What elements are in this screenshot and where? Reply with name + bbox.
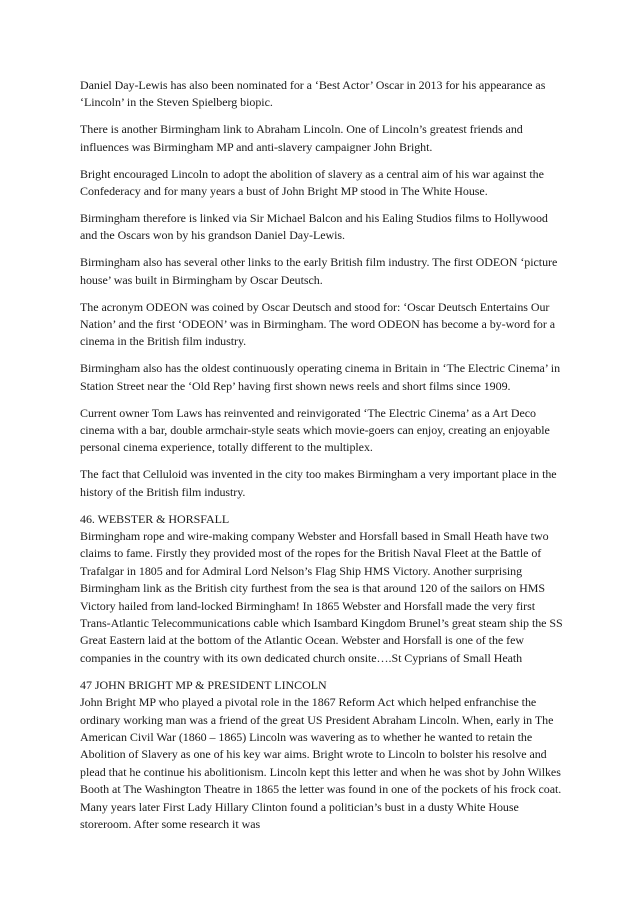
document-page: [80, 77, 565, 843]
paragraph-electric-cinema: Birmingham also has the oldest continuously operating cinema in Britain in ‘The Electric Cinema’ in Station Street near the ‘Old Rep’ having first shown news reels and short films since 1909.: [80, 361, 561, 393]
section-body: Birmingham rope and wire-making company Webster and Horsfall based in Small Heath have two claims to fame. Firstly they provided most of the ropes for the British Naval Fleet at the Battle of Trafalgar in 1805 and for Admiral Lord Nelson’s Flag Ship HMS Victory. Another surprising Birmingham link as the British city furthest from the sea is that around 120 of the sailors on HMS Victory hailed from land-locked Birmingham! In 1865 Webster and Horsfall made the very first Trans-Atlantic Telecommunications cable which Isambard Kingdom Brunel’s great steam ship the SS Great Eastern laid at the bottom of the Atlantic Ocean. Webster and Horsfall is one of the few companies in the country with its own dedicated church onsite….St Cyprians of Small Heath: [80, 529, 563, 665]
section-heading: 47 JOHN BRIGHT MP & PRESIDENT LINCOLN: [80, 677, 327, 692]
paragraph-odeon-first: Birmingham also has several other links to the early British film industry. The first ODEON ‘picture house’ was built in Birmingham by Oscar Deutsch.: [80, 255, 558, 287]
paragraph-day-lewis-oscar: Daniel Day-Lewis has also been nominated for a ‘Best Actor’ Oscar in 2013 for his appearance as ‘Lincoln’ in the Steven Spielberg biopic.: [80, 78, 546, 110]
section-webster-horsfall: [80, 511, 565, 668]
section-john-bright-lincoln: [80, 677, 565, 834]
paragraph-bright-abolition: Bright encouraged Lincoln to adopt the abolition of slavery as a central aim of his war against the Confederacy and for many years a bust of John Bright MP stood in The White House.: [80, 166, 544, 199]
section-heading: 46. WEBSTER & HORSFALL: [80, 511, 230, 526]
paragraph-celluloid: The fact that Celluloid was invented in the city too makes Birmingham a very important place in the history of the British film industry.: [80, 467, 557, 499]
section-body: John Bright MP who played a pivotal role in the 1867 Reform Act which helped enfranchise the ordinary working man was a friend of the great US President Abraham Lincoln. When, early in The American Civil War (1860 – 1865) Lincoln was wavering as to whether he wanted to retain the Abolition of Slavery as one of his key war aims. Bright wrote to Lincoln to bolster his resolve and plead that he continue his abolitionism. Lincoln kept this letter and when he was shot by John Wilkes Booth at The Washington Theatre in 1865 the letter was found in one of the pockets of his frock coat. Many years later First Lady Hillary Clinton found a politician’s bust in a dusty White House storeroom. After some research it was: [80, 695, 562, 832]
paragraph-tom-laws: Current owner Tom Laws has reinvented and reinvigorated ‘The Electric Cinema’ as a Art Deco cinema with a bar, double armchair-style seats which movie-goers can enjoy, creating an enjoyable personal cinema experience, totally different to the multiplex.: [80, 405, 550, 455]
paragraph-odeon-acronym: The acronym ODEON was coined by Oscar Deutsch and stood for: ‘Oscar Deutsch Entertains Our Nation’ and the first ‘ODEON’ was in Birmingham. The word ODEON has become a by-word for a cinema in the British film industry.: [80, 299, 556, 349]
paragraph-lincoln-link: There is another Birmingham link to Abraham Lincoln. One of Lincoln’s greatest friends and influences was Birmingham MP and anti-slavery campaigner John Bright.: [80, 122, 523, 154]
paragraph-balcon-ealing: Birmingham therefore is linked via Sir Michael Balcon and his Ealing Studios films to Hollywood and the Oscars won by his grandson Daniel Day-Lewis.: [80, 210, 548, 243]
